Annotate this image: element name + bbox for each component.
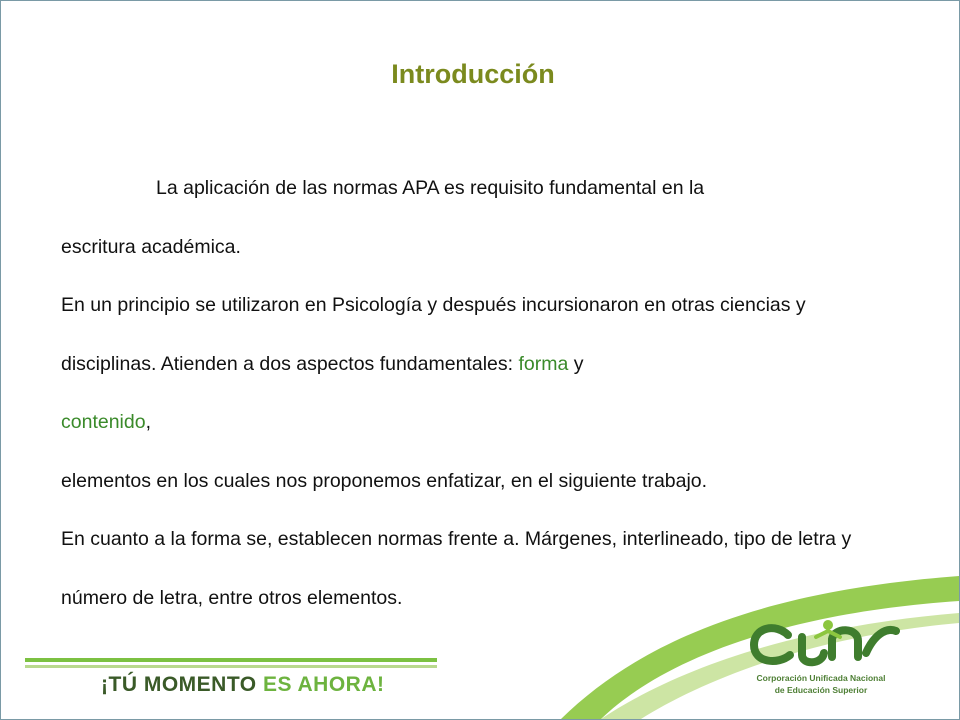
slide-title: Introducción	[391, 59, 555, 89]
logo-line2: de Educación Superior	[774, 685, 868, 695]
slogan-part1: ¡TÚ MOMENTO	[101, 673, 263, 696]
paragraph: elementos en los cuales nos proponemos enfatizar, en el siguiente trabajo.	[61, 469, 708, 492]
paragraph-line: escritura académica.	[61, 235, 241, 258]
highlight-contenido: contenido	[61, 411, 146, 433]
slogan-part2: ES AHORA!	[262, 673, 385, 696]
highlight-forma: forma	[518, 352, 569, 375]
paragraph-text: ,	[145, 411, 151, 433]
decorative-swoosh	[1, 1, 959, 719]
paragraph-line: La aplicación de las normas APA es requisito fundamental en la	[156, 177, 705, 199]
paragraph-text: y	[568, 352, 584, 375]
logo-line1: Corporación Unificada Nacional	[756, 673, 886, 683]
cun-logo-mark	[746, 613, 906, 673]
paragraph-text: En un principio se utilizaron en Psicología y después incursionaron en otras ciencias y disciplinas. Atienden a dos aspectos fundamentales:	[61, 294, 806, 375]
paragraph: En cuanto a la forma se, establecen normas frente a. Márgenes, interlineado, tipo de letra y número de letra, entre otros elementos.	[61, 528, 852, 609]
logo-caption	[736, 672, 906, 696]
